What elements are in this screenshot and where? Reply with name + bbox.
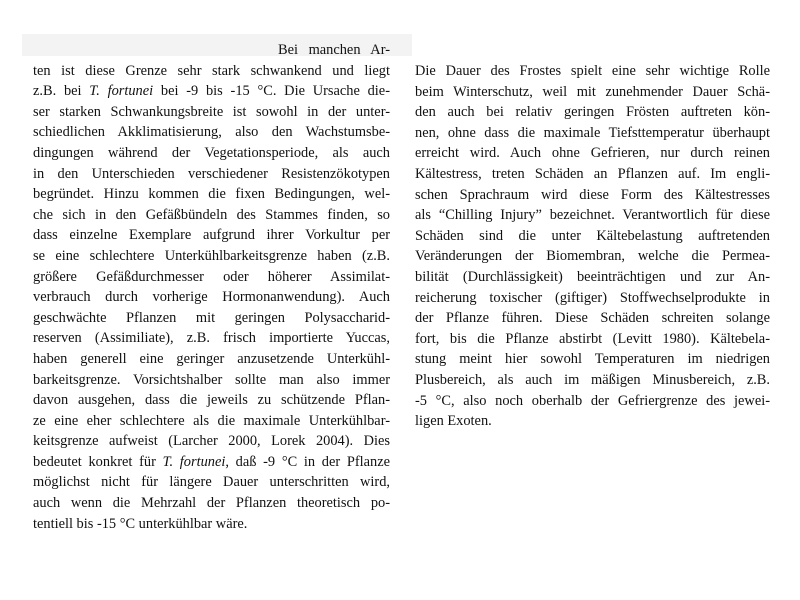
- text-line: haben generell eine geringer anzusetzende Unterkühl-: [33, 350, 390, 367]
- text-line: verbrauch durch vorherige Hormonanwendung). Auch: [33, 289, 390, 306]
- text-line: stung meint hier sowohl Temperaturen im niedrigen: [415, 351, 770, 368]
- text-line: reicherung toxischer (giftiger) Stoffwechselprodukte in: [415, 289, 770, 306]
- species-name: T. fortunei: [162, 453, 226, 470]
- text-line: der Pflanze führen. Diese Schäden schreiten solange: [415, 310, 770, 327]
- text-line: Veränderungen der Biomembran, welche die Permea-: [415, 248, 770, 265]
- text-line: beim Winterschutz, weil mit zunehmender Dauer Schä-: [415, 83, 770, 100]
- right-column: [415, 61, 770, 432]
- text-line: z.B. bei T. fortunei bei -9 bis -15 °C. Die Ursache die-: [33, 83, 390, 100]
- text-line: in den Unterschieden verschiedener Resistenzökotypen: [33, 165, 390, 182]
- text-line: auch wenn die Mehrzahl der Pflanzen theoretisch po-: [33, 495, 390, 512]
- text-line: dingungen während der Vegetationsperiode, als auch: [33, 144, 390, 161]
- text-line: begründet. Hinzu kommen die fixen Bedingungen, wel-: [33, 186, 390, 203]
- text-line: reserven (Assimiliate), z.B. frisch importierte Yuccas,: [33, 330, 390, 347]
- text-line: keitsgrenze aufweist (Larcher 2000, Lorek 2004). Dies: [33, 433, 390, 450]
- text-line: schen Sprachraum wird diese Form des Kältestresses: [415, 186, 770, 203]
- text-line: tentiell bis -15 °C unterkühlbar wäre.: [33, 515, 248, 532]
- text-line: davon ausgehen, dass die jeweils zu schützende Pflan-: [33, 392, 390, 409]
- text-line: größere Gefäßdurchmesser oder höherer Assimilat-: [33, 268, 390, 285]
- text-line: dass einzelne Exemplare aufgrund ihrer Vorkultur per: [33, 227, 390, 244]
- text-line: schiedlichen Akklimatisierung, also den Wachstumsbe-: [33, 124, 390, 141]
- text-line: Bei manchen Ar-: [278, 42, 390, 58]
- text-line: bilität (Durchlässigkeit) beeinträchtigen und zur An-: [415, 268, 770, 285]
- text-line: Schäden sind die unter Kältebelastung auftretenden: [415, 227, 770, 244]
- text-line: Die Dauer des Frostes spielt eine sehr wichtige Rolle: [415, 63, 770, 79]
- text-line: Plusbereich, als auch im mäßigen Minusbereich, z.B.: [415, 371, 770, 388]
- text-line: möglichst nicht für längere Dauer unterschritten wird,: [33, 474, 390, 491]
- species-name: T. fortunei: [89, 83, 154, 100]
- text-line: ligen Exoten.: [415, 413, 492, 430]
- text-line: Kältestress, treten Schäden an Pflanzen auf. Im engli-: [415, 165, 770, 182]
- text-line: als “Chilling Injury” bezeichnet. Verantwortlich für diese: [415, 207, 770, 224]
- text-line: geschwächte Pflanzen mit geringen Polysaccharid-: [33, 309, 390, 326]
- text-line: bedeutet konkret für T. fortunei, daß -9 °C in der Pflanze: [33, 453, 390, 470]
- text-line: ze eine eher schlechtere als die maximale Unterkühlbar-: [33, 412, 390, 429]
- text-line: se eine schlechtere Unterkühlbarkeitsgrenze haben (z.B.: [33, 247, 390, 264]
- text-line: erreicht wird. Auch ohne Gefrieren, nur durch reinen: [415, 145, 770, 162]
- text-line: fort, bis die Pflanze abstirbt (Levitt 1980). Kältebela-: [415, 330, 770, 347]
- text-line: den auch bei relativ geringen Frösten auftreten kön-: [415, 104, 770, 121]
- text-line: ser starken Schwankungsbreite ist sowohl in der unter-: [33, 103, 390, 120]
- text-line: che sich in den Gefäßbündeln des Stammes finden, so: [33, 206, 390, 223]
- text-line: nen, ohne dass die maximale Tiefsttemperatur überhaupt: [415, 124, 770, 141]
- text-line: ten ist diese Grenze sehr stark schwankend und liegt: [33, 62, 390, 79]
- text-line: -5 °C, also noch oberhalb der Gefriergrenze des jewei-: [415, 392, 770, 409]
- left-column: [33, 40, 390, 534]
- text-line: barkeitsgrenze. Vorsichtshalber sollte man also immer: [33, 371, 390, 388]
